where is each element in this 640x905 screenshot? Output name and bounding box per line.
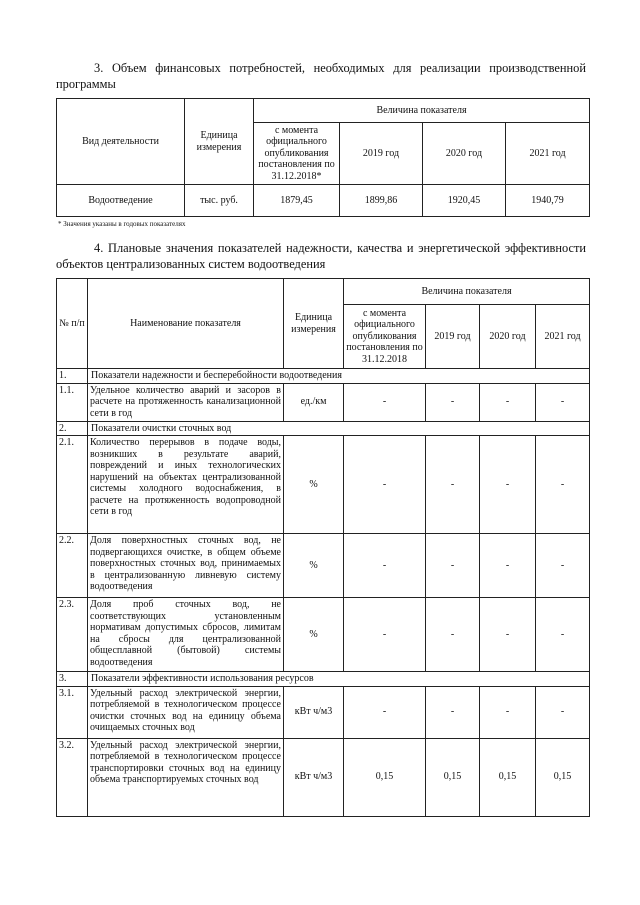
cell-v-from: 0,15 bbox=[344, 738, 426, 816]
cell-unit: кВт ч/м3 bbox=[284, 738, 344, 816]
cell-name: Доля поверхностных сточных вод, не подвергающихся очистке, в общем объеме поверхностных сточных вод, принимаемых в централизованную ливневую систему водоотведения bbox=[88, 534, 284, 598]
reliability-indicators-table bbox=[56, 278, 590, 817]
section3-heading-text: 3. Объем финансовых потребностей, необходимых для реализации производственной программы bbox=[56, 61, 586, 91]
cell-num: 2.3. bbox=[57, 598, 88, 672]
section-row bbox=[57, 672, 590, 687]
header-activity: Вид деятельности bbox=[57, 99, 185, 185]
cell-num: 3.1. bbox=[57, 686, 88, 738]
cell-v-2019: 1899,86 bbox=[340, 185, 423, 217]
cell-v-from: - bbox=[344, 383, 426, 421]
cell-unit: % bbox=[284, 534, 344, 598]
header-2019: 2019 год bbox=[340, 123, 423, 185]
table-row bbox=[57, 185, 590, 217]
header-unit: Единица измерения bbox=[284, 279, 344, 369]
table-row bbox=[57, 436, 590, 534]
cell-name: Доля проб сточных вод, не соответствующих установленным нормативам допустимых сбросов, лимитам на сбросы для централизованной общесплавной (бытовой) системы водоотведения bbox=[88, 598, 284, 672]
cell-v-2021: - bbox=[536, 598, 590, 672]
section-title: Показатели надежности и бесперебойности водоотведения bbox=[88, 369, 590, 384]
header-2020: 2020 год bbox=[480, 305, 536, 369]
table-row bbox=[57, 738, 590, 816]
cell-v-2019: - bbox=[426, 598, 480, 672]
table-row bbox=[57, 686, 590, 738]
cell-v-from: - bbox=[344, 686, 426, 738]
cell-v-2021: 0,15 bbox=[536, 738, 590, 816]
financial-needs-table bbox=[56, 98, 590, 217]
header-num: № п/п bbox=[57, 279, 88, 369]
cell-v-from: - bbox=[344, 436, 426, 534]
cell-v-2021: - bbox=[536, 383, 590, 421]
cell-v-2020: - bbox=[480, 598, 536, 672]
cell-v-2019: - bbox=[426, 383, 480, 421]
cell-v-2021: - bbox=[536, 436, 590, 534]
cell-v-2020: 0,15 bbox=[480, 738, 536, 816]
cell-unit: % bbox=[284, 436, 344, 534]
section-number: 3. bbox=[57, 672, 88, 687]
table-row bbox=[57, 534, 590, 598]
header-value-group: Величина показателя bbox=[254, 99, 590, 123]
cell-v-2021: - bbox=[536, 534, 590, 598]
section-number: 2. bbox=[57, 421, 88, 436]
cell-activity: Водоотведение bbox=[57, 185, 185, 217]
cell-v-2019: - bbox=[426, 686, 480, 738]
header-from-moment: с момента официального опубликования постановления по 31.12.2018 bbox=[344, 305, 426, 369]
table-row bbox=[57, 598, 590, 672]
cell-v-2020: - bbox=[480, 534, 536, 598]
cell-num: 1.1. bbox=[57, 383, 88, 421]
cell-name: Количество перерывов в подаче воды, возникших в результате аварий, повреждений и иных технологических нарушений на объектах централизованной системы холодного водоснабжения, в расчете на протяженность водопроводной сети в год bbox=[88, 436, 284, 534]
cell-v-2020: - bbox=[480, 686, 536, 738]
section4-heading-text: 4. Плановые значения показателей надежности, качества и энергетической эффективности объектов централизованных систем водоотведения bbox=[56, 241, 586, 271]
cell-unit: тыс. руб. bbox=[185, 185, 254, 217]
cell-v-2020: - bbox=[480, 436, 536, 534]
header-unit: Единица измерения bbox=[185, 99, 254, 185]
cell-v-2019: 0,15 bbox=[426, 738, 480, 816]
cell-num: 3.2. bbox=[57, 738, 88, 816]
cell-v-2019: - bbox=[426, 436, 480, 534]
section-title: Показатели очистки сточных вод bbox=[88, 421, 590, 436]
cell-name: Удельный расход электрической энергии, потребляемой в технологическом процессе транспортировки сточных вод на единицу объема транспортируемых сточных вод bbox=[88, 738, 284, 816]
header-from-moment: с момента официального опубликования постановления по 31.12.2018* bbox=[254, 123, 340, 185]
cell-num: 2.2. bbox=[57, 534, 88, 598]
cell-unit: % bbox=[284, 598, 344, 672]
cell-v-2020: 1920,45 bbox=[423, 185, 506, 217]
cell-unit: ед./км bbox=[284, 383, 344, 421]
cell-v-from: - bbox=[344, 598, 426, 672]
section-number: 1. bbox=[57, 369, 88, 384]
cell-v-from: 1879,45 bbox=[254, 185, 340, 217]
cell-name: Удельный расход электрической энергии, потребляемой в технологическом процессе очистки сточных вод на единицу объема очищаемых сточных вод bbox=[88, 686, 284, 738]
cell-v-2021: 1940,79 bbox=[506, 185, 590, 217]
footnote: * Значения указаны в годовых показателях bbox=[58, 220, 186, 228]
header-value-group: Величина показателя bbox=[344, 279, 590, 305]
table-row bbox=[57, 383, 590, 421]
cell-name: Удельное количество аварий и засоров в расчете на протяженность канализационной сети в год bbox=[88, 383, 284, 421]
header-name: Наименование показателя bbox=[88, 279, 284, 369]
cell-v-2020: - bbox=[480, 383, 536, 421]
cell-unit: кВт ч/м3 bbox=[284, 686, 344, 738]
section-row bbox=[57, 369, 590, 384]
section-title: Показатели эффективности использования ресурсов bbox=[88, 672, 590, 687]
header-2020: 2020 год bbox=[423, 123, 506, 185]
cell-v-2019: - bbox=[426, 534, 480, 598]
cell-v-2021: - bbox=[536, 686, 590, 738]
section4-heading bbox=[56, 240, 586, 272]
section3-heading bbox=[56, 60, 586, 92]
header-2021: 2021 год bbox=[536, 305, 590, 369]
section-row bbox=[57, 421, 590, 436]
cell-num: 2.1. bbox=[57, 436, 88, 534]
header-2021: 2021 год bbox=[506, 123, 590, 185]
header-2019: 2019 год bbox=[426, 305, 480, 369]
cell-v-from: - bbox=[344, 534, 426, 598]
